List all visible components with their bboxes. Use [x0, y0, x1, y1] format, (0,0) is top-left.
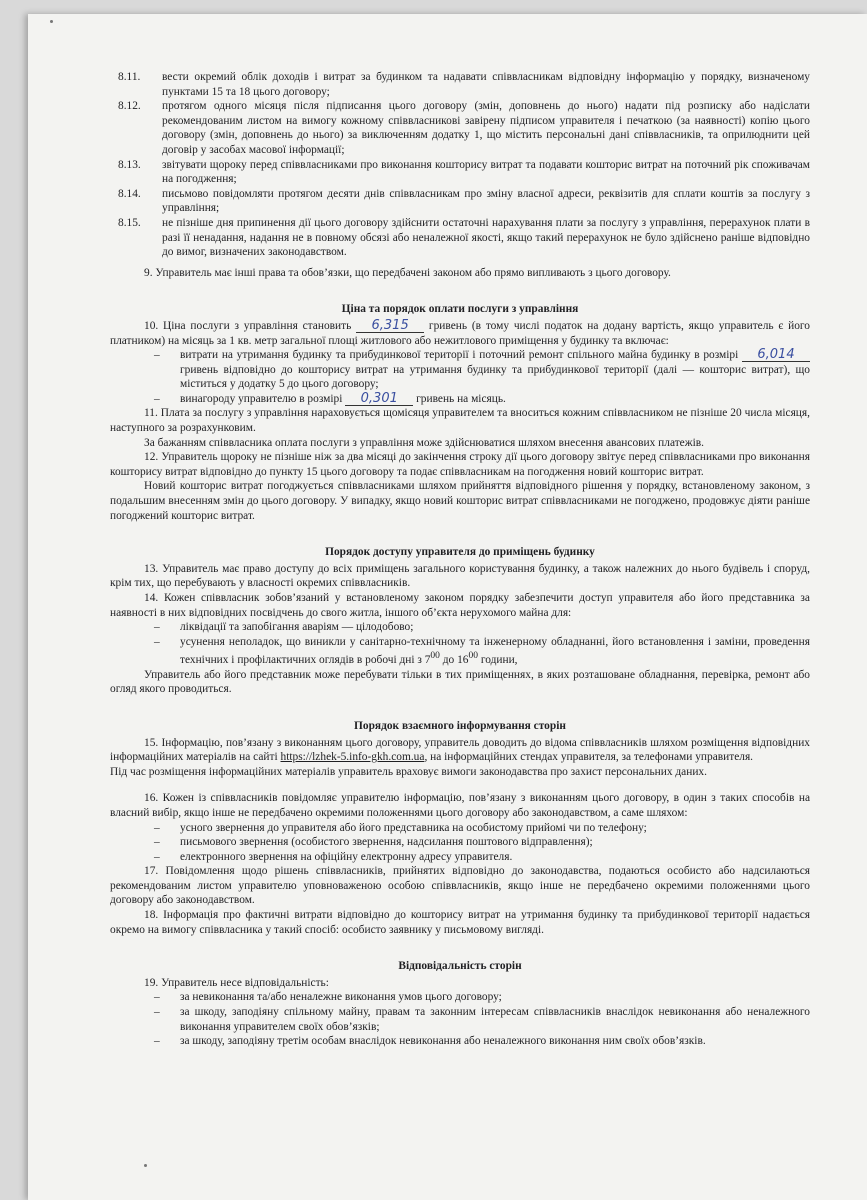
list-item-8-11: 8.11. вести окремий облік доходів і витрат за будинком та надавати співвласникам відповідну інформацію у порядку, визначеному пунктами 15 та 18 цього договору; — [118, 71, 810, 98]
paragraph-17: 17. Повідомлення щодо рішень співвласників, прийнятих відповідно до законодавства, подаються особисто або надсилаються рекомендованим листом управителю уповноваженою особою співвласників, якщо інше не передбачено окремими положеннями цього договору або законодавством. — [110, 865, 810, 907]
paragraph-13: 13. Управитель має право доступу до всіх приміщень загального користування будинку, а також належних до нього будівель і споруд, крім тих, що перебувають у власності окремих співвласників. — [110, 562, 810, 590]
scan-speck — [50, 20, 53, 23]
paragraph-10: 10. Ціна послуги з управління становить 6,315 гривень (в тому числі податок на додану вартість, якщо управитель є його платником) на місяць за 1 кв. метр загальної площі житлового або нежитлового приміщення у будинку та включає: — [110, 317, 810, 347]
list-item-8-14: 8.14. письмово повідомляти протягом десяти днів співвласникам про зміну власної адреси, реквізитів для сплати коштів за послугу з управління; — [118, 187, 810, 215]
list-item-8-15: 8.15. не пізніше дня припинення дії цього договору здійснити остаточні нарахування плати за послугу з управління, перерахунок плати в разі її ненадання, надання не в повному обсязі або неналежної якості, якщо такий перерахунок не було здійснено раніше відповідно до вимог, визначених законодавством. — [118, 216, 810, 259]
scan-speck — [144, 1164, 147, 1167]
paragraph-15: 15. Інформацію, пов’язану з виконанням цього договору, управитель доводить до відома співвласників шляхом розміщення відповідних інформаційних матеріалів на сайті https://lzhek-5.info-gkh.com.ua, на інформаційних стендах управителя, за телефонами управителя. — [110, 736, 810, 764]
price-bullet-maintenance: – витрати на утримання будинку та прибудинкової території і поточний ремонт спільного майна будинку в розмірі 6,014 гривень відповідно до кошторису витрат на утримання будинку та прибудинкової території (далі — кошторис витрат), що міститься у додатку 5 до цього договору; — [154, 347, 810, 391]
section-title-info: Порядок взаємного інформування сторін — [354, 719, 566, 732]
info-bullet-written: – письмового звернення (особистого звернення, надсилання поштового відправлення); — [154, 836, 593, 849]
info-bullet-oral: – усного звернення до управителя або його представника на особистому прийомі чи по телефону; — [154, 821, 647, 834]
list-item-8-12: 8.12. протягом одного місяця після підписання цього договору (змін, доповнень до нього) надати під розписку або надіслати рекомендованим листом на вимогу кожному співвласникові завірену підписом управителя і печаткою (за наявності) копію цього договору (змін, доповнень до нього) за виключенням додатку 1, що містить персональні дані співвласників, та оприлюднити цей договір у засобах масової інформації; — [118, 100, 810, 156]
section-title-responsibility: Відповідальність сторін — [398, 960, 522, 973]
access-bullet-repairs: – усунення неполадок, що виникли у санітарно-технічному та інженерному обладнанні, його встановлення і заміни, проведення технічних і профілактичних оглядів в робочі дні з $7^{00}$ до $16^{00}$ години, — [154, 635, 810, 667]
paragraph-14: 14. Кожен співвласник зобов’язаний у встановленому законом порядку забезпечити доступ управителя або його представника за наявності в них відповідних посвідчень до свого житла, іншого об’єкта нерухомого майна для: — [110, 592, 810, 619]
access-bullet-emergency: – ліквідації та запобігання аваріям — цілодобово; — [154, 621, 414, 634]
list-item-8-13: 8.13. звітувати щороку перед співвласниками про виконання кошторису витрат та подавати кошторис витрат на поточний рік споживачам на погодження; — [118, 158, 810, 186]
paragraph-11-advance: За бажанням співвласника оплата послуги з управління може здійснюватися шляхом внесення авансових платежів. — [144, 436, 705, 449]
paragraph-12-estimate: Новий кошторис витрат погоджується співвласниками шляхом прийняття відповідного рішення у порядку, встановленому законом, з подальшим внесенням змін до цього договору. У випадку, якщо новий кошторис витрат співвласниками не погоджено, продовжує діяти раніше погоджений кошторис витрат. — [110, 480, 810, 522]
handwritten-remuneration: 0,301 — [345, 392, 413, 406]
paragraph-16: 16. Кожен із співвласників повідомляє управителю інформацію, пов’язану з виконанням цього договору, в один з таких способів на власний вибір, якщо інше не передбачено окремими положеннями цього договору або законодавством, а саме шляхом: — [110, 792, 810, 819]
price-bullet-remuneration: – винагороду управителю в розмірі 0,301 гривень на місяць. — [154, 390, 506, 406]
info-bullet-electronic: – електронного звернення на офіційну електронну адресу управителя. — [154, 850, 513, 863]
resp-bullet-nonperformance: – за невиконання та/або неналежне виконання умов цього договору; — [154, 991, 502, 1004]
handwritten-maintenance-cost: 6,014 — [742, 348, 810, 362]
document-content — [110, 70, 810, 1049]
section-title-access: Порядок доступу управителя до приміщень будинку — [325, 546, 595, 559]
paragraph-14-presence: Управитель або його представник може перебувати тільки в тих приміщеннях, в яких розташоване обладнання, перевірка, ремонт або огляд якого проводиться. — [110, 668, 810, 696]
resp-bullet-third-parties: – за шкоду, заподіяну третім особам внаслідок невиконання або неналежного виконання ним своїх обов’язків. — [154, 1035, 706, 1048]
paragraph-19: 19. Управитель несе відповідальність: — [144, 976, 329, 989]
paragraph-9: 9. Управитель має інші права та обов’язки, що передбачені законом або прямо випливають з цього договору. — [144, 266, 671, 279]
paragraph-12: 12. Управитель щороку не пізніше ніж за два місяці до закінчення строку дії цього договору звітує перед співвласниками про виконання кошторису витрат відповідно до пункту 15 цього договору та подає співвласникам на погодження новий кошторис витрат. — [110, 451, 810, 478]
section-title-price: Ціна та порядок оплати послуги з управління — [341, 303, 579, 316]
website-link[interactable]: https://lzhek-5.info-gkh.com.ua — [280, 751, 425, 764]
resp-bullet-common-property: – за шкоду, заподіяну спільному майну, правам та законним інтересам співвласників внаслідок невиконання або неналежного виконання управителем своїх обов’язків; — [154, 1006, 810, 1033]
paragraph-18: 18. Інформація про фактичні витрати відповідно до кошторису витрат на утримання будинку та прибудинкової території надається окремо на вимогу співвласника у такий спосіб: особисто заявнику у письмовому вигляді. — [110, 909, 810, 936]
paragraph-11: 11. Плата за послугу з управління нараховується щомісяця управителем та вноситься кожним співвласником не пізніше 20 числа місяця, наступного за розрахунковим. — [110, 407, 810, 435]
paragraph-15-privacy: Під час розміщення інформаційних матеріалів управитель враховує вимоги законодавства про захист персональних даних. — [110, 765, 707, 778]
handwritten-price: 6,315 — [356, 319, 424, 333]
